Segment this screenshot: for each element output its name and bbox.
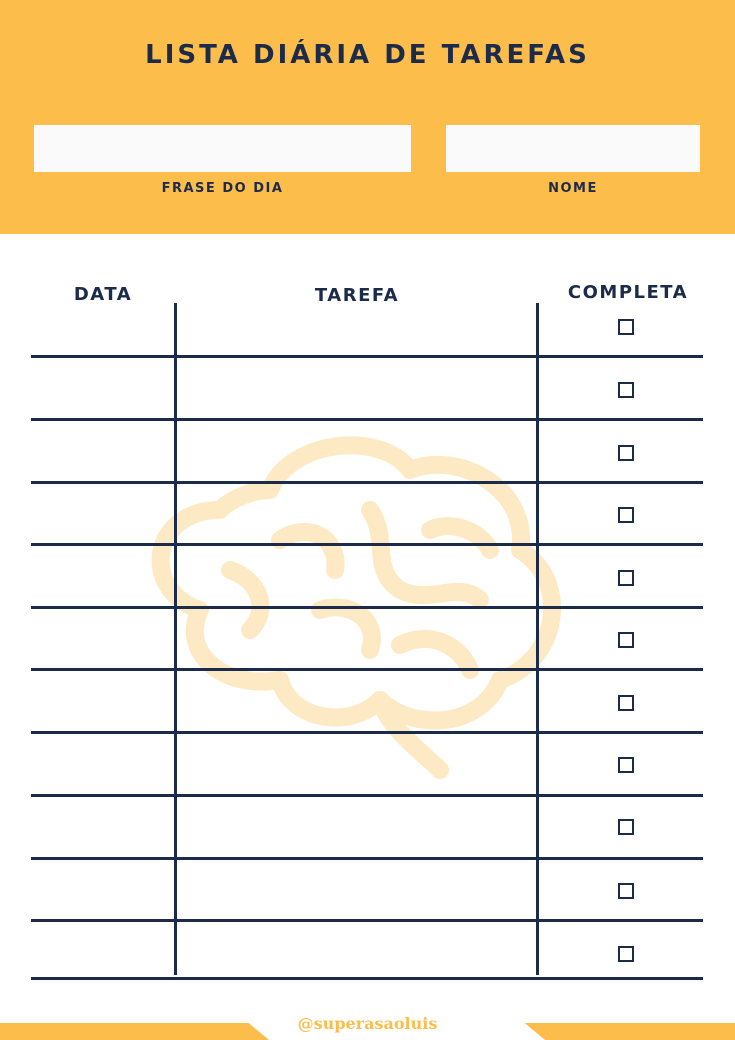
date-cell[interactable]	[31, 922, 174, 977]
footer-handle: @superasaoluis	[297, 1014, 438, 1033]
quote-of-day-field[interactable]	[34, 125, 411, 172]
page-title: LISTA DIÁRIA DE TAREFAS	[145, 40, 590, 70]
task-cell[interactable]	[177, 421, 536, 481]
task-cell[interactable]	[177, 860, 536, 919]
checkbox-icon[interactable]	[618, 382, 634, 398]
column-header-data: DATA	[73, 284, 133, 305]
task-cell[interactable]	[177, 546, 536, 606]
checkbox-icon[interactable]	[618, 883, 634, 899]
date-cell[interactable]	[31, 609, 174, 668]
date-cell[interactable]	[31, 671, 174, 731]
checkbox-icon[interactable]	[618, 757, 634, 773]
checkbox-icon[interactable]	[618, 507, 634, 523]
column-divider	[536, 303, 539, 975]
name-label: NOME	[548, 181, 598, 196]
row-divider	[31, 977, 703, 980]
task-cell[interactable]	[177, 922, 536, 977]
task-cell[interactable]	[177, 484, 536, 543]
name-field[interactable]	[446, 125, 700, 172]
column-header-completa: COMPLETA	[567, 282, 689, 303]
date-cell[interactable]	[31, 797, 174, 857]
checkbox-icon[interactable]	[618, 445, 634, 461]
task-cell[interactable]	[177, 303, 536, 355]
task-cell[interactable]	[177, 671, 536, 731]
checkbox-icon[interactable]	[618, 695, 634, 711]
task-cell[interactable]	[177, 734, 536, 794]
date-cell[interactable]	[31, 860, 174, 919]
checkbox-icon[interactable]	[618, 319, 634, 335]
checkbox-icon[interactable]	[618, 819, 634, 835]
task-cell[interactable]	[177, 609, 536, 668]
date-cell[interactable]	[31, 546, 174, 606]
task-cell[interactable]	[177, 797, 536, 857]
date-cell[interactable]	[31, 421, 174, 481]
checkbox-icon[interactable]	[618, 632, 634, 648]
checkbox-icon[interactable]	[618, 946, 634, 962]
date-cell[interactable]	[31, 484, 174, 543]
date-cell[interactable]	[31, 303, 174, 355]
checkbox-icon[interactable]	[618, 570, 634, 586]
column-header-tarefa: TAREFA	[314, 285, 400, 306]
header-band	[0, 0, 735, 234]
date-cell[interactable]	[31, 734, 174, 794]
date-cell[interactable]	[31, 358, 174, 418]
quote-of-day-label: FRASE DO DIA	[161, 181, 284, 196]
task-cell[interactable]	[177, 358, 536, 418]
